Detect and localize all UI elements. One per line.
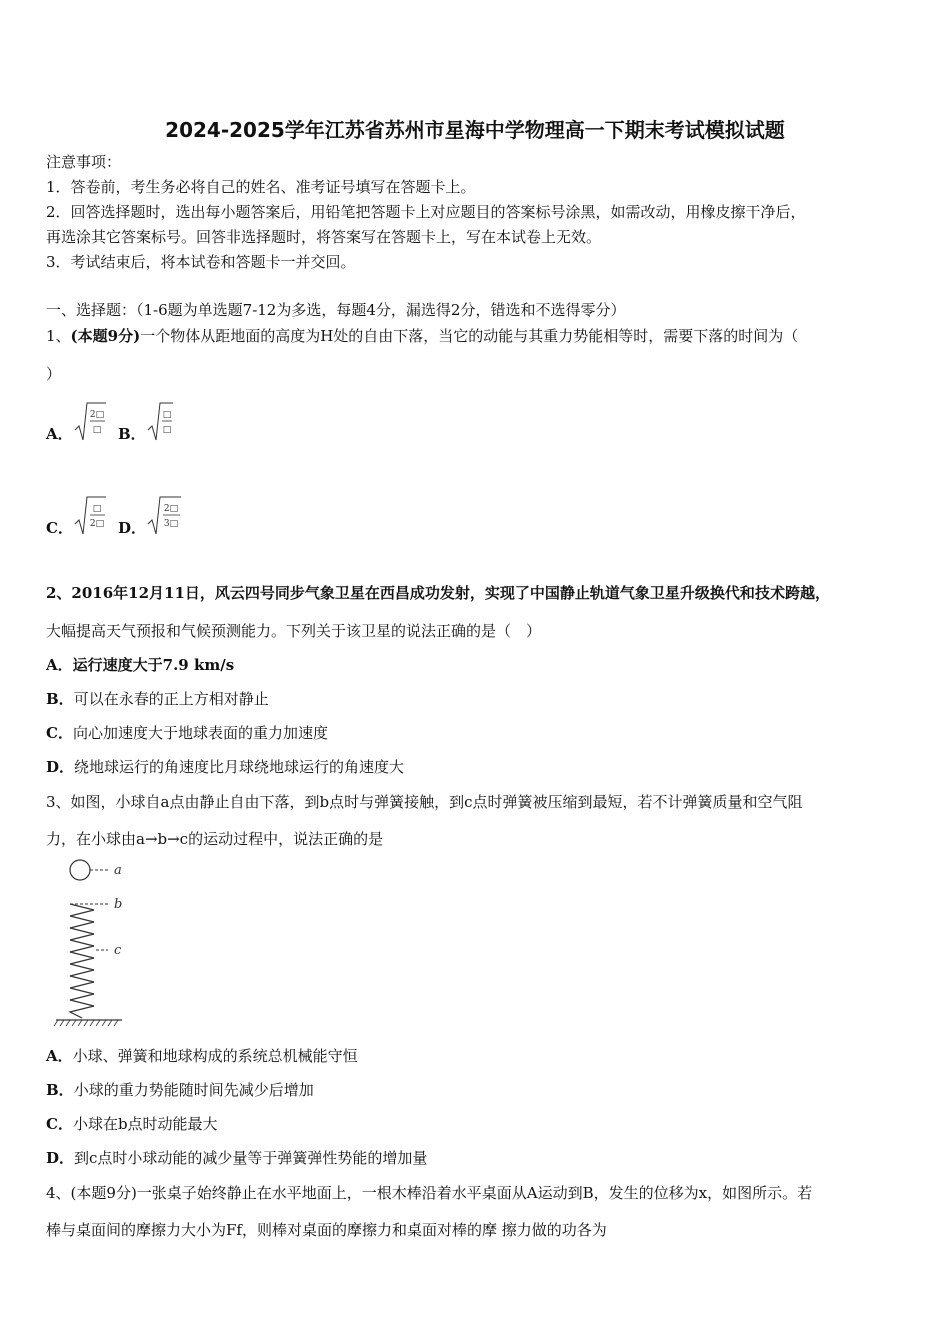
q1-points: (本题9分): [70, 327, 141, 345]
sqrt-fraction-icon: [146, 494, 182, 536]
section-heading: 一、选择题：（1-6题为单选题7-12为多选，每题4分，漏选得2分，错选和不选得零分）: [46, 301, 626, 319]
q3-option-b-label: B．: [46, 1081, 74, 1099]
q3-option-d-label: D．: [46, 1149, 75, 1167]
label-a: a: [114, 863, 122, 878]
q1-option-c-num: □: [92, 504, 102, 514]
q3-option-a[interactable]: [46, 1046, 358, 1066]
q1-option-a-label: A．: [46, 425, 73, 443]
q3-option-d[interactable]: [46, 1148, 427, 1168]
q1-option-a-num: 2□: [89, 410, 104, 420]
q3-option-b[interactable]: [46, 1080, 314, 1100]
q1-option-a[interactable]: [46, 400, 107, 442]
notice-item-1: 1．答卷前，考生务必将自己的姓名、准考证号填写在答题卡上。: [46, 178, 476, 196]
q1-option-c[interactable]: [46, 494, 107, 536]
q3-option-c-label: C．: [46, 1115, 73, 1133]
q1-option-b-label: B．: [118, 425, 146, 443]
q3-option-d-text: 到c点时小球动能的减少量等于弹簧弹性势能的增加量: [74, 1149, 428, 1167]
q4-stem-line2: 棒与桌面间的摩擦力大小为Ff，则棒对桌面的摩擦力和桌面对棒的摩 擦力做的功各为: [46, 1221, 607, 1239]
q3-stem-line2: 力，在小球由a→b→c的运动过程中，说法正确的是: [46, 830, 384, 848]
ball-icon: [70, 860, 90, 880]
notice-heading: 注意事项：: [46, 153, 122, 171]
q1-option-d-den: 3□: [163, 519, 179, 529]
q1-option-d[interactable]: [118, 494, 182, 536]
q1-number: 1、: [46, 327, 71, 345]
q2-option-a[interactable]: [46, 655, 234, 675]
q2-option-c[interactable]: [46, 723, 328, 743]
sqrt-fraction-icon: [146, 400, 174, 442]
q1-option-b-num: □: [162, 410, 171, 420]
q4-stem-line1: 4、(本题9分)一张桌子始终静止在水平地面上，一根木棒沿着水平桌面从A运动到B，发生的位移为x，如图所示。若: [46, 1184, 813, 1202]
q1-close: ）: [46, 365, 62, 383]
label-b: b: [114, 897, 123, 912]
q3-option-b-text: 小球的重力势能随时间先减少后增加: [73, 1081, 314, 1099]
q2-option-d-label: D．: [46, 758, 75, 776]
spring-icon: [70, 904, 94, 1018]
notice-item-2: 2．回答选择题时，选出每小题答案后，用铅笔把答题卡上对应题目的答案标号涂黑，如需改动，用橡皮擦干净后，: [46, 203, 806, 221]
sqrt-fraction-icon: [73, 494, 107, 536]
q1-option-a-den: □: [92, 425, 101, 435]
q2-option-c-label: C．: [46, 724, 73, 742]
q1-option-b[interactable]: [118, 400, 174, 442]
q1-option-d-num: 2□: [163, 504, 179, 514]
q1-option-c-label: C．: [46, 519, 73, 537]
spring-ball-figure: [52, 856, 132, 1030]
q2-option-c-text: 向心加速度大于地球表面的重力加速度: [72, 724, 328, 742]
q2-option-a-text: 运行速度大于7.9 km/s: [72, 656, 235, 674]
notice-item-2-cont: 再选涂其它答案标号。回答非选择题时，将答案写在答题卡上，写在本试卷上无效。: [46, 228, 602, 246]
page-title: 2024-2025学年江苏省苏州市星海中学物理高一下期末考试模拟试题: [165, 118, 785, 142]
q1-text: 一个物体从距地面的高度为H处的自由下落，当它的动能与其重力势能相等时，需要下落的时间为（: [140, 327, 799, 345]
q2-option-a-label: A．: [46, 656, 73, 674]
q2-option-d-text: 绕地球运行的角速度比月球绕地球运行的角速度大: [74, 758, 405, 776]
label-c: c: [114, 943, 122, 958]
q2-option-d[interactable]: [46, 757, 404, 777]
q2-option-b[interactable]: [46, 689, 269, 709]
notice-item-3: 3．考试结束后，将本试卷和答题卡一并交回。: [46, 253, 356, 271]
q1-option-d-label: D．: [118, 519, 147, 537]
q3-option-a-text: 小球、弹簧和地球构成的系统总机械能守恒: [72, 1047, 358, 1065]
q3-stem-line1: 3、如图，小球自a点由静止自由下落，到b点时与弹簧接触，到c点时弹簧被压缩到最短，若不计弹簧质量和空气阻: [46, 793, 803, 811]
q2-stem-line2: 大幅提高天气预报和气候预测能力。下列关于该卫星的说法正确的是（ ）: [46, 622, 542, 640]
sqrt-fraction-icon: [73, 400, 107, 442]
q3-option-c[interactable]: [46, 1114, 218, 1134]
q1-option-b-den: □: [162, 425, 171, 435]
q2-option-b-text: 可以在永春的正上方相对静止: [73, 690, 269, 708]
q1-option-c-den: 2□: [89, 519, 105, 529]
q3-option-c-text: 小球在b点时动能最大: [72, 1115, 218, 1133]
q1-stem: [46, 326, 798, 346]
q3-option-a-label: A．: [46, 1047, 73, 1065]
q2-option-b-label: B．: [46, 690, 74, 708]
q2-stem-line1: 2、2016年12月11日，风云四号同步气象卫星在西昌成功发射，实现了中国静止轨道气象卫星升级换代和技术跨越，: [46, 584, 830, 602]
